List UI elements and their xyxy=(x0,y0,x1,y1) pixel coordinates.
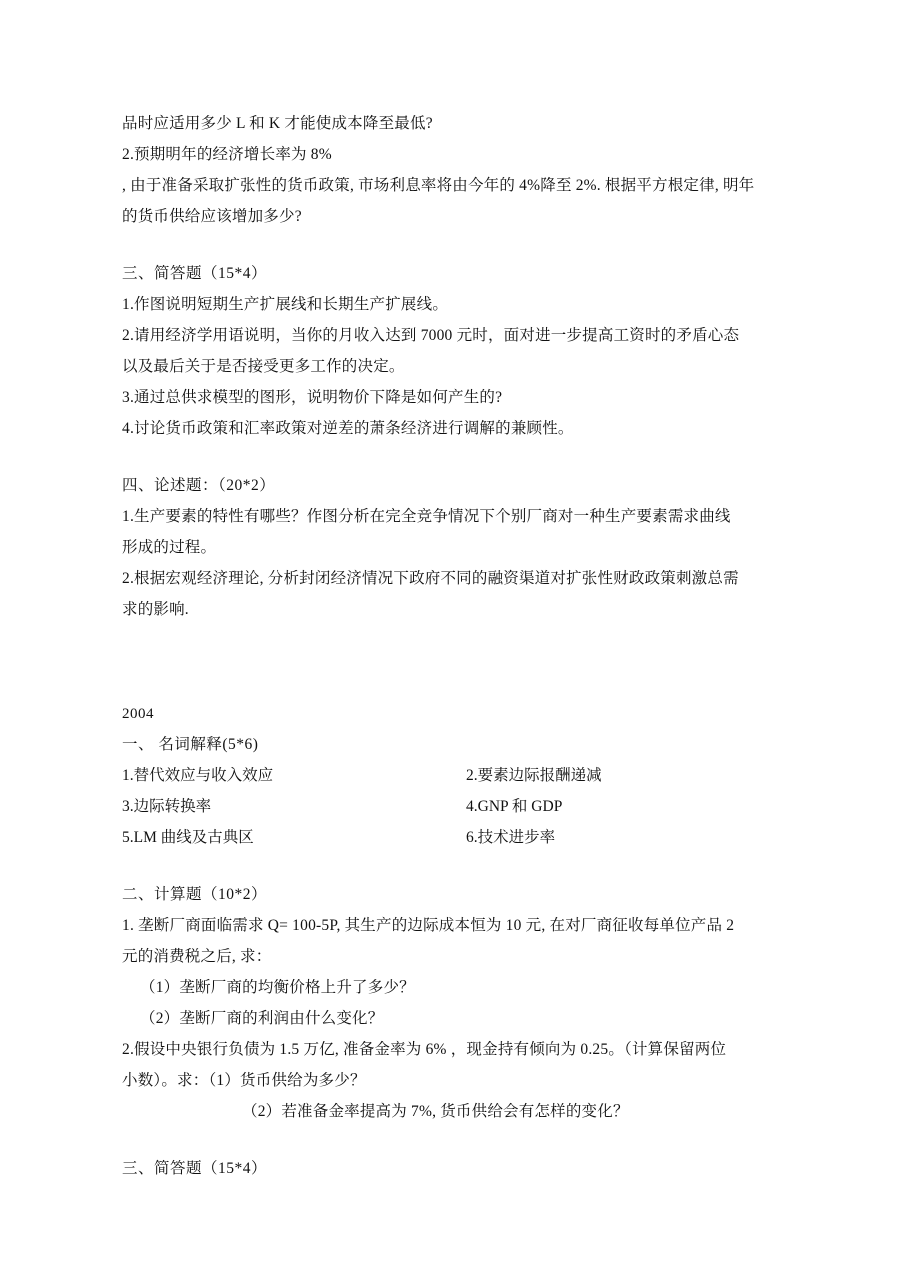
text-line: 求的影响. xyxy=(122,601,189,618)
text-line: 1. 垄断厂商面临需求 Q= 100-5P, 其生产的边际成本恒为 10 元, 在对厂商征收每单位产品 2 xyxy=(122,917,735,934)
text-line: （1）垄断厂商的均衡价格上升了多少？ xyxy=(140,979,415,996)
text-line: （2）若准备金率提高为 7%, 货币供给会有怎样的变化？ xyxy=(242,1103,629,1120)
text-line: 3.通过总供求模型的图形，说明物价下降是如何产生的? xyxy=(122,389,503,406)
section-heading-essay: 四、论述题：（20*2） xyxy=(122,477,276,494)
text-line: 4.讨论货币政策和汇率政策对逆差的萧条经济进行调解的兼顾性。 xyxy=(122,420,574,437)
text-line: 2.根据宏观经济理论, 分析封闭经济情况下政府不同的融资渠道对扩张性财政政策刺激总需 xyxy=(122,570,739,587)
text-line: 1.作图说明短期生产扩展线和长期生产扩展线。 xyxy=(122,296,449,313)
spacer xyxy=(122,444,782,470)
term-item: 2.要素边际报酬递减 xyxy=(466,767,602,784)
text-line: 的货币供给应该增加多少? xyxy=(122,208,302,225)
text-line: , 由于准备采取扩张性的货币政策, 市场利息率将由今年的 4%降至 2%. 根据平方根定律, 明年 xyxy=(122,177,755,194)
term-row xyxy=(122,822,782,853)
term-item: 3.边际转换率 xyxy=(122,798,212,815)
section-heading-calculation: 二、计算题（10*2） xyxy=(122,886,268,903)
text-line: 2.请用经济学用语说明，当你的月收入达到 7000 元时，面对进一步提高工资时的矛盾心态 xyxy=(122,327,740,344)
term-row xyxy=(122,791,782,822)
text-line: 1.生产要素的特性有哪些？作图分析在完全竞争情况下个别厂商对一种生产要素需求曲线 xyxy=(122,508,731,525)
term-row xyxy=(122,760,782,791)
term-item: 6.技术进步率 xyxy=(466,829,556,846)
text-line: （2）垄断厂商的利润由什么变化？ xyxy=(140,1010,384,1027)
section-heading-short-answer: 三、简答题（15*4） xyxy=(122,265,268,282)
spacer xyxy=(122,1127,782,1153)
text-line: 元的消费税之后, 求： xyxy=(122,948,272,965)
document-body xyxy=(122,108,782,1184)
text-line: 形成的过程。 xyxy=(122,539,217,556)
term-item: 5.LM 曲线及古典区 xyxy=(122,829,254,846)
text-line: 2.假设中央银行负债为 1.5 万亿, 准备金率为 6% ，现金持有倾向为 0.25。（计算保留两位 xyxy=(122,1041,727,1058)
term-item: 1.替代效应与收入效应 xyxy=(122,767,274,784)
spacer xyxy=(122,232,782,258)
year-label: 2004 xyxy=(122,706,154,722)
text-line: 小数）。求：（1）货币供给为多少？ xyxy=(122,1072,366,1089)
text-line: 以及最后关于是否接受更多工作的决定。 xyxy=(122,358,405,375)
text-line: 品时应适用多少 L 和 K 才能使成本降至最低? xyxy=(122,115,433,132)
spacer-large xyxy=(122,625,782,699)
section-heading-short-answer-2004: 三、简答题（15*4） xyxy=(122,1160,268,1177)
text-line: 2.预期明年的经济增长率为 8% xyxy=(122,146,332,163)
section-heading-terms: 一、 名词解释(5*6) xyxy=(122,736,259,753)
spacer xyxy=(122,853,782,879)
term-item: 4.GNP 和 GDP xyxy=(466,798,563,815)
